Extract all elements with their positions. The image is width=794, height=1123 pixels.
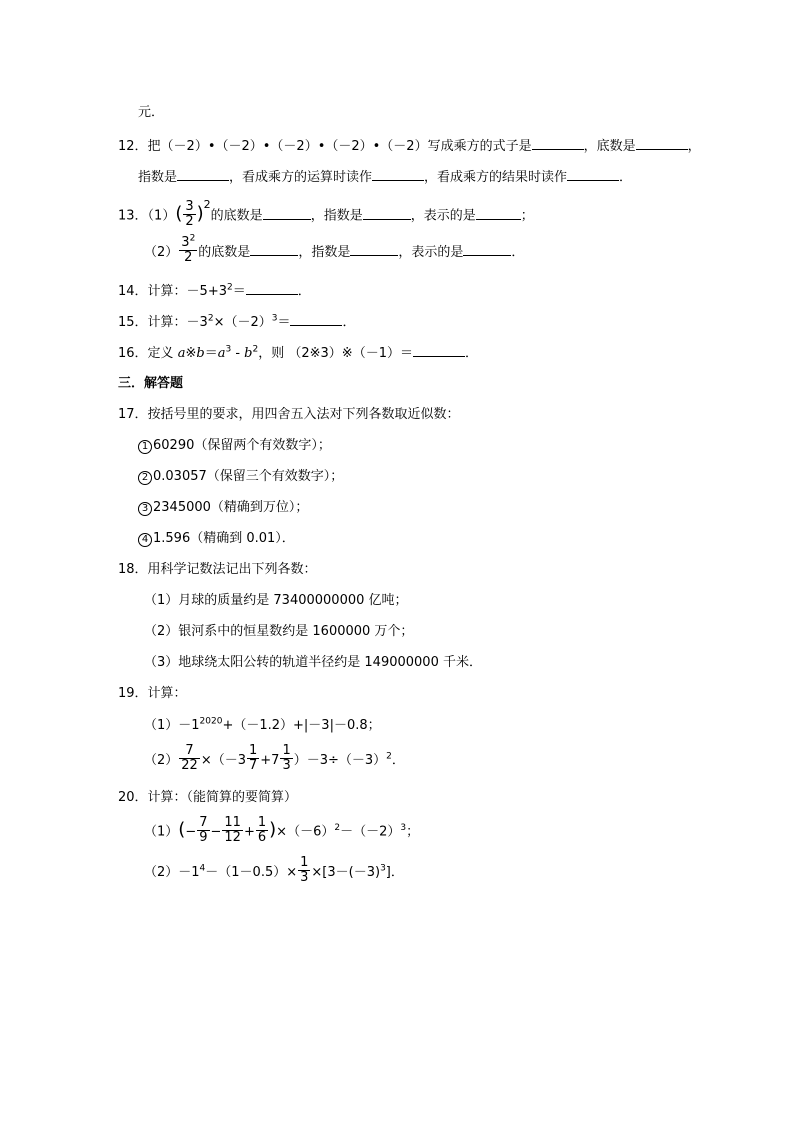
section-heading: 三．解答题 (118, 376, 184, 391)
question-20-part-1: （1）(− $\frac{7}{9}$ − $\frac{11}{12}$ + $\frac{1}{6}$ )$\times(-6)^2-(-2)^3$； (144, 814, 420, 845)
question-12-line-2: 指数是 ，看成乘方的运算时读作 ，看成乘方的结果时读作 ． (138, 170, 633, 185)
answer-blank[interactable] (263, 207, 311, 220)
question-18-item: （2）银河系中的恒星数约是 1600000 万个； (144, 624, 414, 639)
fraction: $\frac{1}{3}$ (300, 855, 309, 885)
question-17-item: 3 2345000（精确到万位）； (138, 500, 308, 516)
circled-number: 1 (138, 440, 152, 454)
circled-number: 4 (138, 533, 152, 547)
question-19-part-1: $(1)-1^{2020}+(-1.2)+|-3|-0.8$； (144, 716, 381, 733)
question-13-part-2: （2） $\frac{3^2}{2}$ 的底数是 ，指数是 ，表示的是 ． (144, 233, 525, 265)
question-18-item: （3）地球绕太阳公转的轨道半径约是 149000000 千米． (144, 655, 482, 670)
answer-blank[interactable] (177, 168, 229, 181)
fraction: $\frac{3^2}{2}$ (181, 233, 196, 265)
question-18-item: （1）月球的质量约是 73400000000 亿吨； (144, 593, 408, 608)
question-20-title: 20．计算：（能简算的要简算） (118, 790, 298, 805)
answer-blank[interactable] (290, 313, 342, 326)
fraction: $\frac{7}{22}$ (181, 743, 198, 773)
fraction: $\frac{1}{3}$ (282, 743, 291, 773)
question-20-part-2: $(2)-1^4-(1-0.5)\times$ $\frac{1}{3}$ $\times[3-(-3)^3]$． (144, 855, 404, 885)
question-18-title: 18．用科学记数法记出下列各数： (118, 562, 317, 577)
question-14: 14．计算：$-5+3^2=$ ． (118, 282, 311, 299)
answer-blank[interactable] (372, 168, 424, 181)
answer-blank[interactable] (636, 137, 688, 150)
answer-blank[interactable] (567, 168, 619, 181)
fraction: $\frac{3}{2}$ (185, 198, 194, 229)
circled-number: 3 (138, 502, 152, 516)
answer-blank[interactable] (246, 282, 298, 295)
fraction: $\frac{7}{9}$ (199, 814, 208, 845)
answer-blank[interactable] (463, 243, 511, 256)
circled-number: 2 (138, 471, 152, 485)
question-15: 15．计算：$-3^2\times(-2)^3=$ ． (118, 313, 356, 330)
question-17-item: 2 0.03057（保留三个有效数字）； (138, 469, 343, 485)
question-13-part-1: 13．（1）( $\frac{3}{2}$ )$^2$的底数是 ，指数是 ，表示的是 ； (118, 197, 534, 229)
answer-blank[interactable] (476, 207, 521, 220)
answer-blank[interactable] (532, 137, 584, 150)
question-12-line-1: 12．把（－2）•（－2）•（－2）•（－2）•（－2）写成乘方的式子是 ，底数是 ， (118, 139, 701, 154)
fraction: $\frac{1}{7}$ (249, 743, 258, 773)
answer-blank[interactable] (350, 243, 398, 256)
question-17-item: 1 60290（保留两个有效数字）； (138, 438, 331, 454)
answer-blank[interactable] (363, 207, 411, 220)
fraction: $\frac{1}{6}$ (257, 814, 267, 845)
question-19-title: 19．计算： (118, 686, 187, 701)
question-19-part-2: （2） $\frac{7}{22}$ ×（－3 $\frac{1}{7}$ +7 $\frac{1}{3}$ ）$-3\div(-3)^2$． (144, 743, 405, 773)
question-16: 16．定义 $a※b=a^3 - b^2$，则 （2※3）※（－1）＝ ． (118, 344, 478, 361)
fraction: $\frac{11}{12}$ (224, 814, 241, 845)
answer-blank[interactable] (413, 344, 465, 357)
question-17-item: 4 1.596（精确到 0.01）． (138, 531, 295, 547)
q11-ending: 元． (138, 105, 165, 120)
answer-blank[interactable] (250, 243, 298, 256)
question-17-title: 17．按括号里的要求，用四舍五入法对下列各数取近似数： (118, 407, 460, 422)
